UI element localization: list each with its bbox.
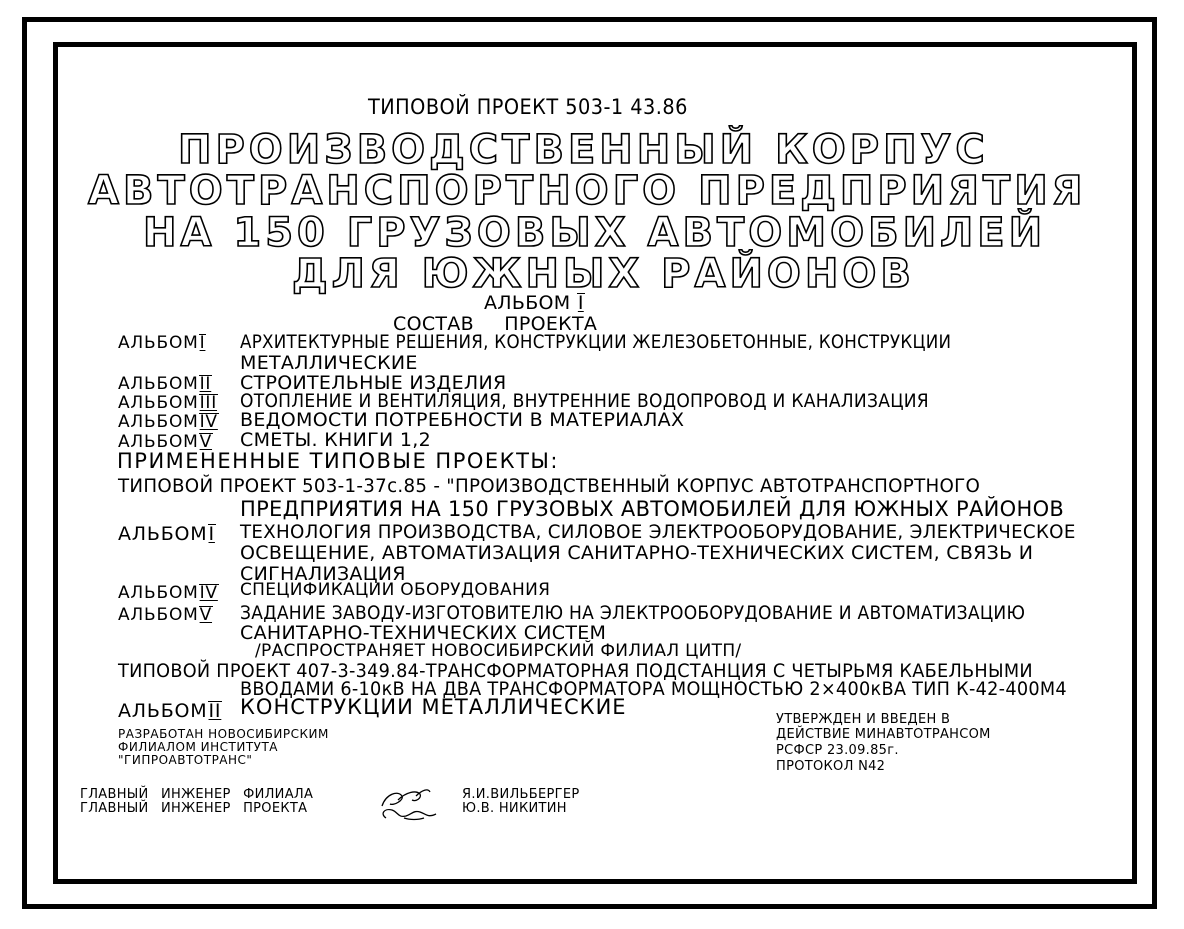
album-heading-roman: I <box>577 292 584 314</box>
approval-line-4: ПРОТОКОЛ N42 <box>776 759 886 774</box>
project2-album-line-1: КОНСТРУКЦИИ МЕТАЛЛИЧЕСКИЕ <box>240 695 627 719</box>
signature-role-2: ГЛАВНЫЙ ИНЖЕНЕР ПРОЕКТА <box>80 801 308 816</box>
project1-album-1-line-1: ТЕХНОЛОГИЯ ПРОИЗВОДСТВА, СИЛОВОЕ ЭЛЕКТРООБОРУДОВАНИЕ, ЭЛЕКТРИЧЕСКОЕ <box>240 521 1076 543</box>
approval-line-3: РСФСР 23.09.85г. <box>776 743 899 758</box>
title-line-1: ПРОИЗВОДСТВЕННЫЙ КОРПУС <box>178 127 989 173</box>
applied-heading: ПРИМЕНЕННЫЕ ТИПОВЫЕ ПРОЕКТЫ: <box>117 449 559 473</box>
signature-name-2: Ю.В. НИКИТИН <box>462 801 567 816</box>
project1-album-3-label: АЛЬБОМV <box>118 605 213 625</box>
developer-line-3: "ГИПРОАВТОТРАНС" <box>118 753 253 767</box>
composition-album-3-line-1: ОТОПЛЕНИЕ И ВЕНТИЛЯЦИЯ, ВНУТРЕННИЕ ВОДОПРОВОД И КАНАЛИЗАЦИЯ <box>240 390 929 412</box>
approval-line-2: ДЕЙСТВИЕ МИНАВТОТРАНСОМ <box>776 727 991 742</box>
project1-line-1: ТИПОВОЙ ПРОЕКТ 503-1-37с.85 - "ПРОИЗВОДСТВЕННЫЙ КОРПУС АВТОТРАНСПОРТНОГО <box>118 475 981 497</box>
project-number: ТИПОВОЙ ПРОЕКТ 503-1 43.86 <box>368 95 688 119</box>
composition-album-2-line-1: СТРОИТЕЛЬНЫЕ ИЗДЕЛИЯ <box>240 372 507 394</box>
title-line-3: НА 150 ГРУЗОВЫХ АВТОМОБИЛЕЙ <box>143 210 1047 256</box>
approval-line-1: УТВЕРЖДЕН И ВВЕДЕН В <box>776 712 951 727</box>
developer-line-1: РАЗРАБОТАН НОВОСИБИРСКИМ <box>118 727 329 741</box>
project1-album-1-label: АЛЬБОМI <box>118 523 215 545</box>
composition-album-1-line-1: АРХИТЕКТУРНЫЕ РЕШЕНИЯ, КОНСТРУКЦИИ ЖЕЛЕЗОБЕТОННЫЕ, КОНСТРУКЦИИ <box>240 331 952 353</box>
project2-line-1: ТИПОВОЙ ПРОЕКТ 407-3-349.84-ТРАНСФОРМАТОРНАЯ ПОДСТАНЦИЯ С ЧЕТЫРЬМЯ КАБЕЛЬНЫМИ <box>118 660 1033 682</box>
composition-album-1-line-2: МЕТАЛЛИЧЕСКИЕ <box>240 352 418 374</box>
developer-line-2: ФИЛИАЛОМ ИНСТИТУТА <box>118 740 279 754</box>
handwritten-signature-icon <box>376 784 444 824</box>
signature-role-1: ГЛАВНЫЙ ИНЖЕНЕР ФИЛИАЛА <box>80 787 314 802</box>
project1-album-2-line-1: СПЕЦИФИКАЦИИ ОБОРУДОВАНИЯ <box>240 580 551 600</box>
title-line-2: АВТОТРАНСПОРТНОГО ПРЕДПРИЯТИЯ <box>88 168 1087 214</box>
composition-album-5-line-1: СМЕТЫ. КНИГИ 1,2 <box>240 429 431 451</box>
project1-album-3-line-2: САНИТАРНО-ТЕХНИЧЕСКИХ СИСТЕМ <box>240 622 607 644</box>
project1-album-3-line-1: ЗАДАНИЕ ЗАВОДУ-ИЗГОТОВИТЕЛЮ НА ЭЛЕКТРООБОРУДОВАНИЕ И АВТОМАТИЗАЦИЮ <box>240 602 1026 624</box>
composition-album-3-label: АЛЬБОМIII <box>118 393 218 413</box>
title-line-4: ДЛЯ ЮЖНЫХ РАЙОНОВ <box>292 251 915 297</box>
signature-name-1: Я.И.ВИЛЬБЕРГЕР <box>462 787 580 802</box>
album-heading <box>484 293 585 313</box>
project1-album-2-label: АЛЬБОМIV <box>118 583 218 603</box>
project2-album-label: АЛЬБОМII <box>118 700 222 722</box>
project1-distributor: /РАСПРОСТРАНЯЕТ НОВОСИБИРСКИЙ ФИЛИАЛ ЦИТП/ <box>255 641 742 661</box>
composition-heading: СОСТАВ ПРОЕКТА <box>393 313 598 335</box>
project1-album-1-line-3: СИГНАЛИЗАЦИЯ <box>240 563 406 585</box>
project1-line-2: ПРЕДПРИЯТИЯ НА 150 ГРУЗОВЫХ АВТОМОБИЛЕЙ ДЛЯ ЮЖНЫХ РАЙОНОВ <box>240 497 1065 521</box>
composition-album-1-label: АЛЬБОМI <box>118 333 206 353</box>
composition-album-2-label: АЛЬБОМII <box>118 374 212 394</box>
composition-album-4-label: АЛЬБОМIV <box>118 412 218 432</box>
project1-album-1-line-2: ОСВЕЩЕНИЕ, АВТОМАТИЗАЦИЯ САНИТАРНО-ТЕХНИЧЕСКИХ СИСТЕМ, СВЯЗЬ И <box>240 542 1034 564</box>
project2-line-2: ВВОДАМИ 6-10кВ НА ДВА ТРАНСФОРМАТОРА МОЩНОСТЬЮ 2×400кВА ТИП К-42-400М4 <box>240 678 1067 700</box>
album-heading-label: АЛЬБОМ <box>484 292 571 314</box>
composition-album-4-line-1: ВЕДОМОСТИ ПОТРЕБНОСТИ В МАТЕРИАЛАХ <box>240 409 685 431</box>
composition-album-5-label: АЛЬБОМV <box>118 432 213 452</box>
